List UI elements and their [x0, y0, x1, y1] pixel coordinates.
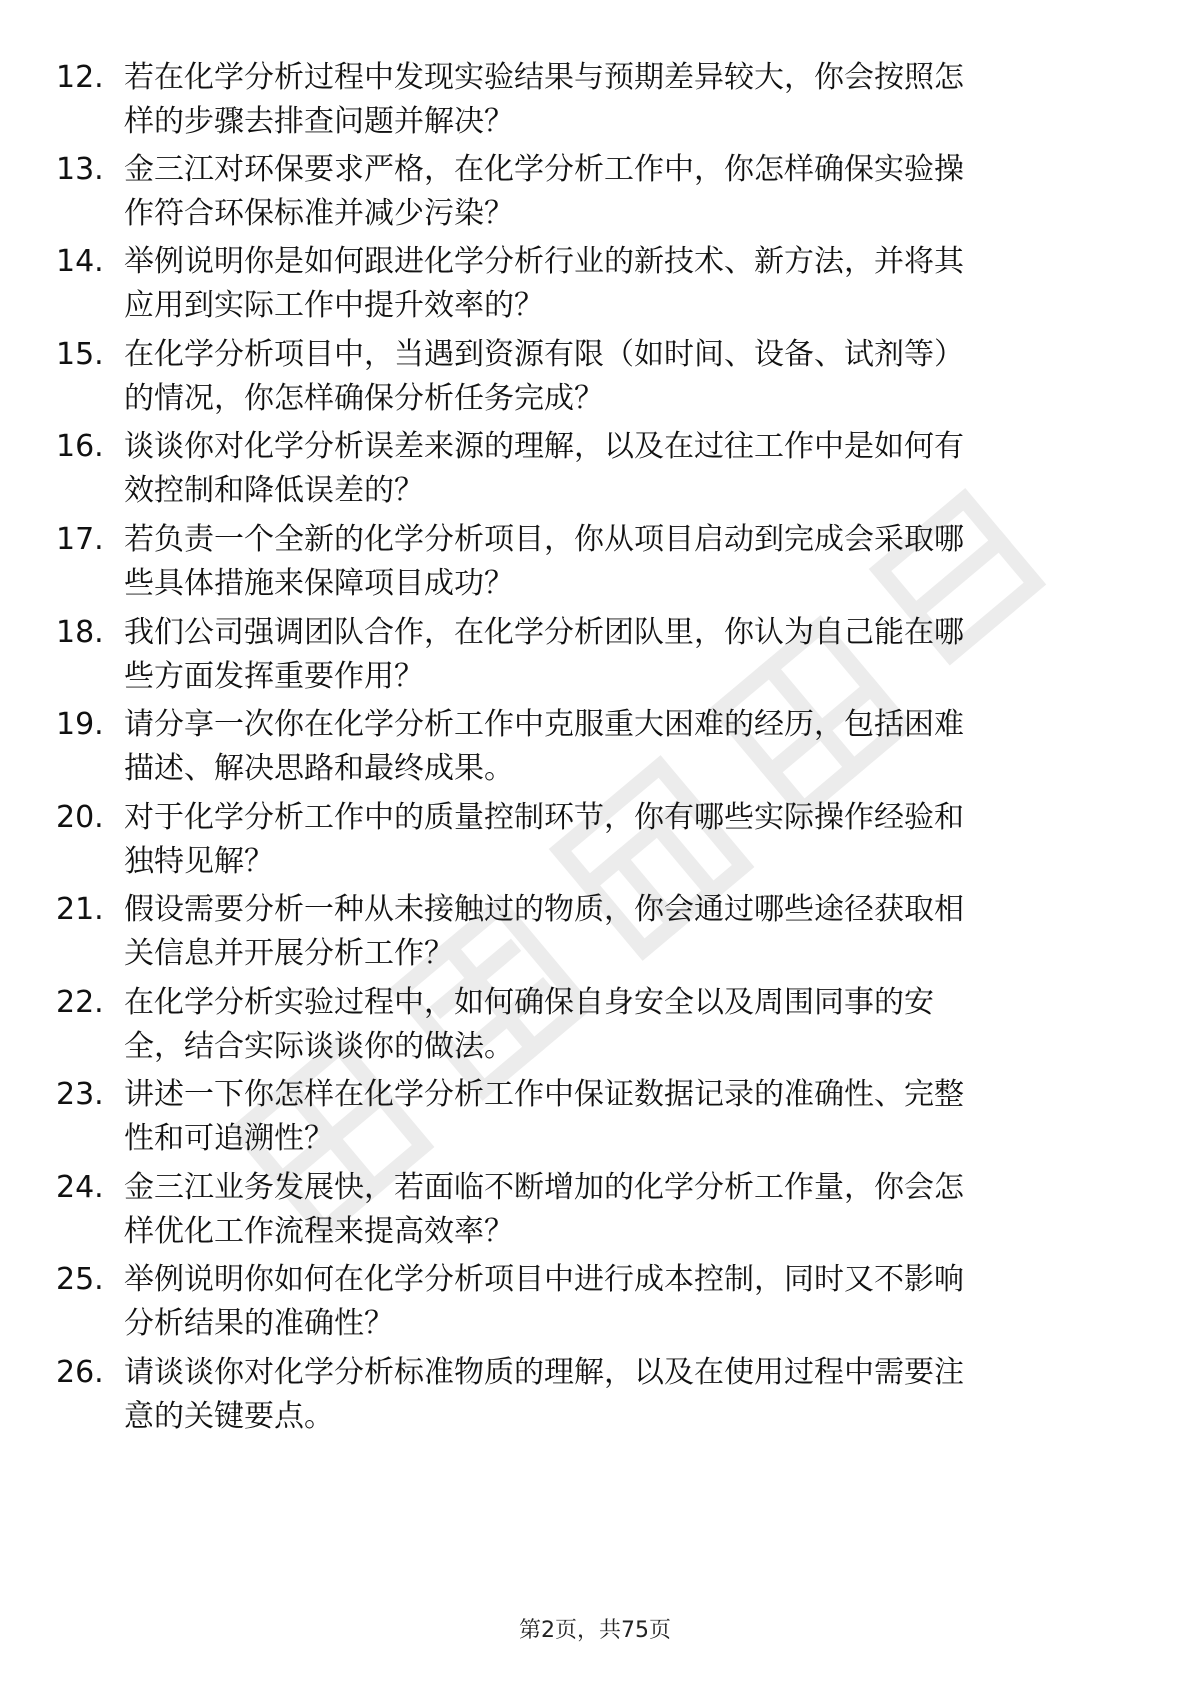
- question-number: 26.: [56, 1355, 104, 1390]
- question-text-line: 请分享一次你在化学分析工作中克服重大困难的经历，包括困难: [124, 707, 964, 742]
- question-text-line: 样优化工作流程来提高效率？: [124, 1214, 514, 1249]
- question-text-line: 举例说明你如何在化学分析项目中进行成本控制，同时又不影响: [124, 1262, 964, 1297]
- question-item: [56, 611, 1136, 701]
- question-number: 23.: [56, 1077, 104, 1112]
- question-text-line: 金三江业务发展快，若面临不断增加的化学分析工作量，你会怎: [124, 1170, 964, 1205]
- question-text-line: 谈谈你对化学分析误差来源的理解，以及在过往工作中是如何有: [124, 429, 964, 464]
- question-text-line: 性和可追溯性？: [124, 1121, 334, 1156]
- question-item: [56, 981, 1136, 1071]
- question-text-line: 全，结合实际谈谈你的做法。: [124, 1029, 514, 1064]
- question-item: [56, 333, 1136, 423]
- question-number: 18.: [56, 615, 104, 650]
- question-text-line: 在化学分析实验过程中，如何确保自身安全以及周围同事的安: [124, 985, 934, 1020]
- question-number: 15.: [56, 337, 104, 372]
- question-number: 14.: [56, 244, 104, 279]
- question-text-line: 在化学分析项目中，当遇到资源有限（如时间、设备、试剂等）: [124, 337, 964, 372]
- question-number: 17.: [56, 522, 104, 557]
- question-text-line: 效控制和降低误差的？: [124, 473, 424, 508]
- question-text-line: 的情况，你怎样确保分析任务完成？: [124, 381, 604, 416]
- question-text-line: 假设需要分析一种从未接触过的物质，你会通过哪些途径获取相: [124, 892, 964, 927]
- question-text-line: 分析结果的准确性？: [124, 1306, 394, 1341]
- question-text-line: 独特见解？: [124, 844, 274, 879]
- question-item: [56, 1258, 1136, 1348]
- question-number: 16.: [56, 429, 104, 464]
- question-number: 21.: [56, 892, 104, 927]
- question-number: 22.: [56, 985, 104, 1020]
- question-number: 20.: [56, 800, 104, 835]
- question-number: 12.: [56, 60, 104, 95]
- question-text-line: 应用到实际工作中提升效率的？: [124, 288, 544, 323]
- question-text-line: 意的关键要点。: [124, 1399, 334, 1434]
- question-text-line: 讲述一下你怎样在化学分析工作中保证数据记录的准确性、完整: [124, 1077, 964, 1112]
- question-item: [56, 796, 1136, 886]
- question-text-line: 对于化学分析工作中的质量控制环节，你有哪些实际操作经验和: [124, 800, 964, 835]
- question-item: [56, 240, 1136, 330]
- question-item: [56, 1166, 1136, 1256]
- question-text-line: 金三江对环保要求严格，在化学分析工作中，你怎样确保实验操: [124, 152, 964, 187]
- question-item: [56, 1073, 1136, 1163]
- question-number: 19.: [56, 707, 104, 742]
- question-item: [56, 518, 1136, 608]
- question-number: 24.: [56, 1170, 104, 1205]
- question-text-line: 些具体措施来保障项目成功？: [124, 566, 514, 601]
- question-text-line: 关信息并开展分析工作？: [124, 936, 454, 971]
- question-item: [56, 56, 1136, 146]
- question-text-line: 样的步骤去排查问题并解决？: [124, 104, 514, 139]
- question-text-line: 作符合环保标准并减少污染？: [124, 196, 514, 231]
- question-text-line: 若负责一个全新的化学分析项目，你从项目启动到完成会采取哪: [124, 522, 964, 557]
- question-text-line: 些方面发挥重要作用？: [124, 659, 424, 694]
- question-item: [56, 425, 1136, 515]
- question-item: [56, 148, 1136, 238]
- question-number: 25.: [56, 1262, 104, 1297]
- question-text-line: 请谈谈你对化学分析标准物质的理解，以及在使用过程中需要注: [124, 1355, 964, 1390]
- question-text-line: 我们公司强调团队合作，在化学分析团队里，你认为自己能在哪: [124, 615, 964, 650]
- question-number: 13.: [56, 152, 104, 187]
- question-item: [56, 1351, 1136, 1441]
- page-number-footer: 第2页，共75页: [519, 1618, 671, 1643]
- question-item: [56, 703, 1136, 793]
- question-text-line: 描述、解决思路和最终成果。: [124, 751, 514, 786]
- question-item: [56, 888, 1136, 978]
- question-text-line: 举例说明你是如何跟进化学分析行业的新技术、新方法，并将其: [124, 244, 964, 279]
- question-text-line: 若在化学分析过程中发现实验结果与预期差异较大，你会按照怎: [124, 60, 964, 95]
